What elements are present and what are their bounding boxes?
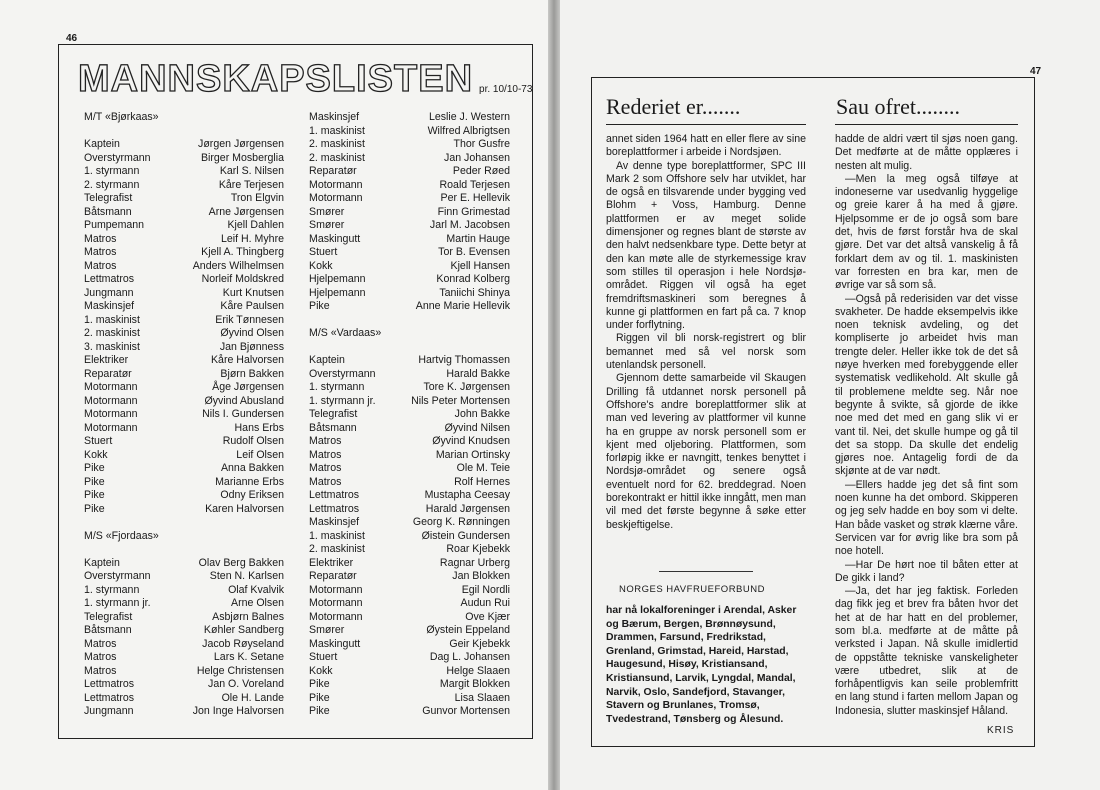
ship-name: M/S «Vardaas»	[309, 327, 382, 339]
crew-name: Margit Blokken	[439, 678, 510, 690]
crew-name: Leif H. Myhre	[221, 232, 284, 245]
crew-row	[309, 435, 510, 449]
crew-row	[84, 219, 284, 233]
crew-row	[309, 260, 510, 274]
ship-name: M/S «Fjordaas»	[84, 529, 159, 542]
crew-name: Anders Wilhelmsen	[192, 259, 284, 272]
article2-signature: KRIS	[987, 725, 1015, 736]
crew-rank: Stuert	[309, 246, 338, 258]
crew-rank: 1. maskinist	[309, 124, 365, 137]
crew-rank: 2. maskinist	[309, 151, 365, 164]
crew-rank: Lettmatros	[84, 678, 135, 690]
crew-rank: Kokk	[309, 259, 333, 272]
crew-rank: Matros	[84, 664, 117, 677]
crew-row	[84, 611, 284, 625]
crew-row	[309, 206, 510, 220]
crew-rank: Matros	[84, 246, 117, 258]
crew-row	[84, 314, 284, 328]
crew-row	[309, 489, 510, 503]
crew-rank: Matros	[84, 232, 117, 245]
crew-list-date: pr. 10/10-73	[479, 84, 533, 95]
crew-rank: Motormann	[84, 408, 138, 420]
crew-row	[309, 381, 510, 395]
crew-name: Leif Olsen	[236, 448, 284, 461]
crew-rank: Lettmatros	[84, 691, 135, 704]
crew-row	[84, 354, 284, 368]
crew-name: Sten N. Karlsen	[209, 570, 284, 582]
crew-rank: Motormann	[84, 421, 138, 434]
list-spacer	[84, 516, 284, 530]
article1-title-rule	[606, 124, 806, 125]
crew-name: Øyvind Nilsen	[444, 421, 510, 434]
crew-row	[309, 584, 510, 598]
crew-rank: Kokk	[309, 664, 333, 677]
crew-name: Dag L. Johansen	[429, 651, 510, 663]
crew-name: Rolf Hernes	[454, 475, 510, 488]
crew-rank: Motormann	[309, 192, 363, 204]
crew-name: Birger Mosberglia	[200, 151, 284, 164]
crew-rank: Telegrafist	[84, 192, 133, 204]
crew-name: Øyvind Olsen	[220, 327, 284, 339]
crew-name: Jan O. Voreland	[208, 678, 284, 690]
crew-rank: 3. maskinist	[84, 340, 140, 353]
crew-list-header	[78, 58, 533, 100]
crew-name: Kåre Halvorsen	[210, 354, 284, 366]
crew-name: Asbjørn Balnes	[212, 610, 284, 623]
crew-name: Odny Eriksen	[220, 489, 284, 501]
crew-row	[309, 597, 510, 611]
crew-row	[309, 462, 510, 476]
crew-row	[309, 165, 510, 179]
crew-name: Harald Jørgensen	[425, 502, 510, 515]
article-paragraph: annet siden 1964 hatt en eller flere av sine boreplattformer i arbeide i Nordsjøen.	[606, 133, 806, 159]
crew-rank: Overstyrmann	[84, 151, 151, 164]
crew-rank: 1. styrmann	[309, 381, 365, 393]
article-paragraph: —Ellers hadde jeg det så fint som noen kunne ha det ombord. Skipperen og jeg selv hadde en boy som vi delte. Han både vasket og strøk klærne våre. Servicen var for øvrig like bra som på noe hotell.	[835, 478, 1018, 558]
crew-name: Hartvig Thomassen	[418, 354, 510, 366]
crew-name: Ole M. Teie	[456, 462, 510, 474]
crew-name: Roar Kjebekk	[446, 543, 510, 555]
crew-name: Ove Kjær	[465, 610, 510, 623]
crew-rank: Maskingutt	[309, 637, 361, 650]
crew-row	[84, 624, 284, 638]
article1-body	[606, 133, 806, 532]
crew-row	[309, 422, 510, 436]
list-spacer	[309, 314, 510, 328]
crew-row	[84, 368, 284, 382]
article2-title-rule	[835, 124, 1018, 125]
crew-name: Køhler Sandberg	[203, 624, 284, 636]
crew-row	[84, 287, 284, 301]
article-paragraph: Riggen vil bli norsk-registrert og blir bemannet med så vel norsk som utenlandsk personell.	[606, 332, 806, 372]
crew-rank: Smører	[309, 219, 345, 231]
crew-name: Jan Johansen	[444, 151, 510, 164]
crew-row	[309, 516, 510, 530]
crew-row	[84, 476, 284, 490]
crew-name: Anne Marie Hellevik	[415, 300, 510, 312]
crew-row	[309, 408, 510, 422]
crew-rank: Pike	[309, 678, 330, 690]
crew-row	[309, 651, 510, 665]
crew-row	[309, 125, 510, 139]
page-gutter	[548, 0, 560, 790]
crew-rank: Kaptein	[84, 138, 120, 150]
crew-name: Roald Terjesen	[439, 178, 510, 191]
crew-name: Karen Halvorsen	[205, 502, 284, 515]
crew-rank: Jungmann	[84, 286, 134, 299]
article-paragraph: Gjennom dette samarbeide vil Skaugen Drilling få utdannet norsk personell på Offshore's andre boreplattformer slik at man ved levering av plattformer vil kunne ha en gruppe av norsk personell som er kjent med oljeboring. Plattformen, som forløpig ikke er navngitt, tenkes benyttet i Nordsjø-området og senere også eventuelt nord for 62. breddegrad. Noen borekontrakt er hittil ikke inngått, men man vil med det første begynne å søke etter beskjeftigelse.	[606, 372, 806, 531]
crew-row	[84, 705, 284, 719]
article1-title: Rederiet er.......	[606, 94, 741, 119]
crew-rank: 2. maskinist	[84, 327, 140, 339]
crew-name: Nils Peter Mortensen	[411, 394, 510, 407]
crew-name: Karl S. Nilsen	[219, 165, 284, 177]
crew-name: Tor B. Evensen	[438, 246, 510, 258]
crew-name: Egil Nordli	[461, 583, 510, 596]
crew-row	[84, 692, 284, 706]
crew-row	[84, 462, 284, 476]
crew-name: Erik Tønnesen	[215, 313, 284, 326]
crew-rank: 1. styrmann jr.	[309, 394, 376, 407]
crew-name: Mustapha Ceesay	[424, 489, 510, 501]
crew-name: John Bakke	[454, 408, 510, 420]
crew-row	[84, 381, 284, 395]
crew-row	[309, 449, 510, 463]
crew-list-column-2	[309, 111, 510, 719]
crew-rank: Pike	[84, 502, 105, 515]
crew-rank: Reparatør	[309, 165, 357, 177]
crew-row	[309, 678, 510, 692]
crew-rank: 1. maskinist	[309, 529, 365, 542]
crew-rank: Telegrafist	[309, 408, 358, 420]
article-paragraph: —Også på rederisiden var det visse svakheter. De hadde eksempelvis ikke noen teknisk avdeling, og det kompliserte jo arbeidet hvis man trengte deler. Heller ikke tok de det så nøye hverken med forebyggende eller systematisk vedlikehold. Alt skulle gå til problemene meldte seg. Når noe begynte å svikte, så gjorde de ikke noe med det med en gang slik vi er vant til. Nei, det skulle humpe og gå til det sa stopp. Da skulle det endelig gjøres noe. Antagelig fordi de da skjønte at de var nødt.	[835, 292, 1018, 478]
crew-rank: Matros	[309, 475, 342, 488]
crew-row	[84, 665, 284, 679]
crew-rank: Motormann	[309, 178, 363, 191]
crew-name: Hans Erbs	[234, 421, 284, 434]
article2-title: Sau ofret........	[836, 94, 961, 119]
crew-rank: Båtsmann	[309, 421, 357, 434]
crew-name: Tron Elgvin	[230, 192, 284, 204]
crew-row	[84, 246, 284, 260]
crew-list-column-1	[84, 111, 284, 719]
crew-rank: Matros	[84, 637, 117, 650]
crew-name: Harald Bakke	[446, 367, 510, 380]
crew-rank: Lettmatros	[309, 489, 360, 501]
crew-name: Bjørn Bakken	[220, 367, 284, 380]
crew-name: Taniichi Shinya	[439, 286, 510, 299]
crew-rank: Kaptein	[309, 354, 345, 366]
crew-name: Kåre Paulsen	[220, 300, 284, 312]
crew-rank: Motormann	[84, 394, 138, 407]
crew-row	[84, 152, 284, 166]
crew-rank: Pike	[309, 300, 330, 312]
crew-row	[84, 557, 284, 571]
crew-name: Nils I. Gundersen	[202, 408, 284, 420]
crew-rank: Stuert	[84, 435, 113, 447]
crew-name: Martin Hauge	[446, 232, 510, 245]
crew-row	[84, 233, 284, 247]
crew-rank: Pumpemann	[84, 219, 145, 231]
crew-row	[84, 597, 284, 611]
crew-rank: Pike	[84, 462, 105, 474]
crew-row	[309, 152, 510, 166]
crew-row	[309, 665, 510, 679]
crew-rank: Elektriker	[309, 556, 354, 569]
crew-row	[309, 246, 510, 260]
crew-rank: 1. maskinist	[84, 313, 140, 326]
crew-name: Kurt Knutsen	[222, 286, 284, 299]
crew-rank: Jungmann	[84, 705, 134, 717]
article-paragraph: Av denne type boreplattformer, SPC III Mark 2 som Offshore selv har utviklet, har de også en tilsvarende under bygging ved Blohm + Voss, Hamburg. Denne plattformen er av meget solide dimensjoner og regnes blant de største av den halvt nedsenkbare type. Dette betyr at den kan møte alle de styrkemessige krav som stilles til operasjon i hele Nordsjø-området. Riggen vil også ha eget fremdriftsmaskineri som beregnes å kunne gi plattformen en fart på ca. 7 knop under forflytning.	[606, 159, 806, 332]
crew-row	[309, 395, 510, 409]
crew-name: Kjell Dahlen	[227, 219, 284, 231]
crew-row	[309, 624, 510, 638]
crew-row	[84, 449, 284, 463]
page-number-right: 47	[1030, 66, 1042, 77]
list-spacer	[84, 125, 284, 139]
crew-rank: 2. styrmann	[84, 178, 140, 191]
crew-row	[84, 638, 284, 652]
crew-row	[84, 138, 284, 152]
crew-row	[84, 260, 284, 274]
crew-rank: Overstyrmann	[84, 570, 151, 582]
crew-row	[84, 435, 284, 449]
crew-rank: 1. styrmann	[84, 583, 140, 596]
crew-rank: 1. styrmann jr.	[84, 597, 151, 609]
crew-row	[309, 273, 510, 287]
crew-name: Arne Olsen	[231, 597, 284, 609]
crew-rank: Maskinsjef	[309, 516, 360, 528]
crew-name: Lars K. Setane	[213, 651, 284, 663]
crew-name: Marian Ortinsky	[435, 448, 510, 461]
crew-name: Helge Slaaen	[446, 664, 510, 677]
crew-rank: Matros	[309, 448, 342, 461]
crew-row	[309, 557, 510, 571]
crew-name: Kåre Terjesen	[218, 178, 284, 191]
crew-name: Marianne Erbs	[215, 475, 284, 488]
crew-row	[309, 138, 510, 152]
crew-rank: Matros	[309, 435, 342, 447]
crew-row	[309, 368, 510, 382]
article-paragraph: —Ja, det har jeg faktisk. Forleden dag fikk jeg et brev fra båten hvor det het at de har hatt en del problemer, som bl.a. medførte at de måtte på verksted i Japan. Nå skulle imidlertid de oppståtte tekniske vanskeligheter være utbedret, slik at de forhåpentligvis kan seile problemfritt en lang stund i farten mellom Japan og Indonesia, slutter maskinsjef Håland.	[835, 585, 1018, 717]
crew-name: Leslie J. Western	[428, 111, 510, 123]
crew-name: Kjell A. Thingberg	[201, 246, 284, 258]
crew-rank: Lettmatros	[309, 502, 360, 515]
crew-name: Øystein Eppeland	[426, 624, 510, 636]
crew-row	[309, 111, 510, 125]
crew-rank: Maskingutt	[309, 232, 361, 245]
crew-name: Gunvor Mortensen	[422, 705, 510, 717]
crew-row	[309, 611, 510, 625]
crew-rank: Pike	[309, 705, 330, 717]
crew-rank: Stuert	[309, 651, 338, 663]
crew-name: Per E. Hellevik	[440, 192, 510, 204]
crew-name: Jan Blokken	[452, 570, 510, 582]
crew-rank: Hjelpemann	[309, 273, 366, 285]
crew-row	[84, 651, 284, 665]
crew-name: Finn Grimestad	[437, 205, 510, 218]
crew-name: Ragnar Urberg	[439, 556, 510, 569]
crew-name: Tore K. Jørgensen	[423, 381, 510, 393]
crew-rank: Smører	[309, 624, 345, 636]
article-paragraph: —Har De hørt noe til båten etter at De gikk i land?	[835, 558, 1018, 584]
crew-row	[84, 570, 284, 584]
crew-rank: Matros	[84, 259, 117, 272]
crew-rank: Telegrafist	[84, 610, 133, 623]
crew-name: Jacob Røyseland	[202, 637, 284, 650]
crew-rank: Pike	[84, 489, 105, 501]
crew-name: Georg K. Rønningen	[412, 516, 510, 528]
article-paragraph: hadde de aldri vært til sjøs noen gang. Det medførte at de måtte opplæres i nesten alt mulig.	[835, 133, 1018, 172]
crew-row	[309, 192, 510, 206]
crew-name: Jon Inge Halvorsen	[192, 705, 284, 717]
crew-row	[309, 570, 510, 584]
article2-body	[835, 133, 1018, 718]
crew-row	[309, 233, 510, 247]
crew-name: Øyvind Knudsen	[432, 435, 510, 447]
crew-rank: Kokk	[84, 448, 108, 461]
crew-rank: Motormann	[84, 381, 138, 393]
list-spacer	[84, 543, 284, 557]
crew-row	[309, 354, 510, 368]
crew-name: Ole H. Lande	[221, 691, 284, 704]
crew-name: Øistein Gundersen	[421, 529, 510, 542]
crew-rank: Båtsmann	[84, 205, 132, 218]
crew-name: Geir Kjebekk	[449, 637, 510, 650]
ship-name: M/T «Bjørkaas»	[84, 111, 159, 123]
crew-name: Wilfred Albrigtsen	[427, 124, 510, 137]
crew-name: Jørgen Jørgensen	[198, 138, 284, 150]
crew-name: Helge Christensen	[196, 664, 284, 677]
crew-name: Rudolf Olsen	[222, 435, 284, 447]
crew-rank: Båtsmann	[84, 624, 132, 636]
crew-row	[84, 422, 284, 436]
crew-rank: Pike	[309, 691, 330, 704]
crew-rank: Maskinsjef	[84, 300, 135, 312]
crew-row	[84, 327, 284, 341]
crew-name: Peder Røed	[452, 165, 510, 177]
crew-row	[84, 408, 284, 422]
crew-name: Åge Jørgensen	[212, 381, 284, 393]
crew-rank: Pike	[84, 475, 105, 488]
crew-name: Norleif Moldskred	[201, 273, 284, 285]
crew-row	[84, 678, 284, 692]
crew-row	[309, 530, 510, 544]
crew-rank: Reparatør	[84, 367, 132, 380]
crew-row	[84, 206, 284, 220]
crew-rank: Kaptein	[84, 556, 120, 569]
crew-row	[84, 503, 284, 517]
crew-name: Kjell Hansen	[450, 259, 510, 272]
crew-row	[84, 341, 284, 355]
association-title: NORGES HAVFRUEFORBUND	[619, 584, 765, 595]
list-spacer	[309, 341, 510, 355]
crew-row	[309, 287, 510, 301]
crew-name: Olav Berg Bakken	[198, 556, 284, 569]
crew-row	[309, 692, 510, 706]
crew-row	[309, 638, 510, 652]
crew-name: Konrad Kolberg	[436, 273, 510, 285]
crew-row	[84, 165, 284, 179]
crew-row	[309, 705, 510, 719]
article-paragraph: —Men la meg også tilføye at indoneserne var usedvanlig hyggelige og greie karer å ha med å gjøre. Hjelpsomme er de jo også som bare det, hvis de først forstår hva de skal gjøre. Det var det altså vanskelig å få forklart dem av og til. 1. maskinisten var forresten en bra kar, men de øvrige var så som så.	[835, 172, 1018, 292]
association-text: har nå lokalforeninger i Arendal, Asker og Bærum, Bergen, Brønnøysund, Drammen, Farsund, Fredrikstad, Grenland, Grimstad, Hareid, Harstad, Haugesund, Hisøy, Kristiansand, Kristiansund, Larvik, Lyngdal, Mandal, Narvik, Oslo, Sandefjord, Stavanger, Stavern og Brunlanes, Tromsø, Tvedestrand, Tønsberg og Ålesund.	[606, 605, 797, 725]
crew-rank: 1. styrmann	[84, 165, 140, 177]
crew-row	[84, 489, 284, 503]
crew-rank: 2. maskinist	[309, 138, 365, 150]
crew-row	[309, 503, 510, 517]
page-number-left: 46	[66, 33, 78, 44]
crew-rank: Matros	[309, 462, 342, 474]
crew-row	[309, 300, 510, 314]
crew-name: Jan Bjønness	[219, 340, 284, 353]
crew-row	[309, 543, 510, 557]
crew-row	[84, 395, 284, 409]
crew-row	[309, 476, 510, 490]
crew-name: Lisa Slaaen	[454, 691, 510, 704]
crew-row	[84, 584, 284, 598]
crew-name: Anna Bakken	[220, 462, 284, 474]
crew-name: Øyvind Abusland	[204, 394, 284, 407]
crew-row	[84, 179, 284, 193]
crew-rank: Hjelpemann	[309, 286, 366, 299]
crew-row	[309, 179, 510, 193]
crew-rank: Motormann	[309, 583, 363, 596]
crew-rank: Overstyrmann	[309, 367, 376, 380]
crew-row	[309, 219, 510, 233]
crew-rank: Reparatør	[309, 570, 357, 582]
crew-name: Arne Jørgensen	[208, 205, 284, 218]
crew-name: Audun Rui	[460, 597, 510, 609]
crew-rank: Motormann	[309, 597, 363, 609]
crew-name: Thor Gusfre	[453, 138, 510, 150]
association-separator	[659, 571, 753, 572]
crew-rank: Elektriker	[84, 354, 129, 366]
crew-rank: Lettmatros	[84, 273, 135, 285]
crew-rank: Matros	[84, 651, 117, 663]
crew-rank: 2. maskinist	[309, 543, 365, 555]
crew-rank: Smører	[309, 205, 345, 218]
crew-rank: Motormann	[309, 610, 363, 623]
crew-name: Olaf Kvalvik	[228, 583, 284, 596]
crew-row	[84, 192, 284, 206]
crew-list-title: MANNSKAPSLISTEN	[78, 58, 474, 100]
crew-name: Jarl M. Jacobsen	[429, 219, 510, 231]
crew-rank: Maskinsjef	[309, 111, 360, 123]
crew-row	[84, 273, 284, 287]
crew-row	[84, 300, 284, 314]
